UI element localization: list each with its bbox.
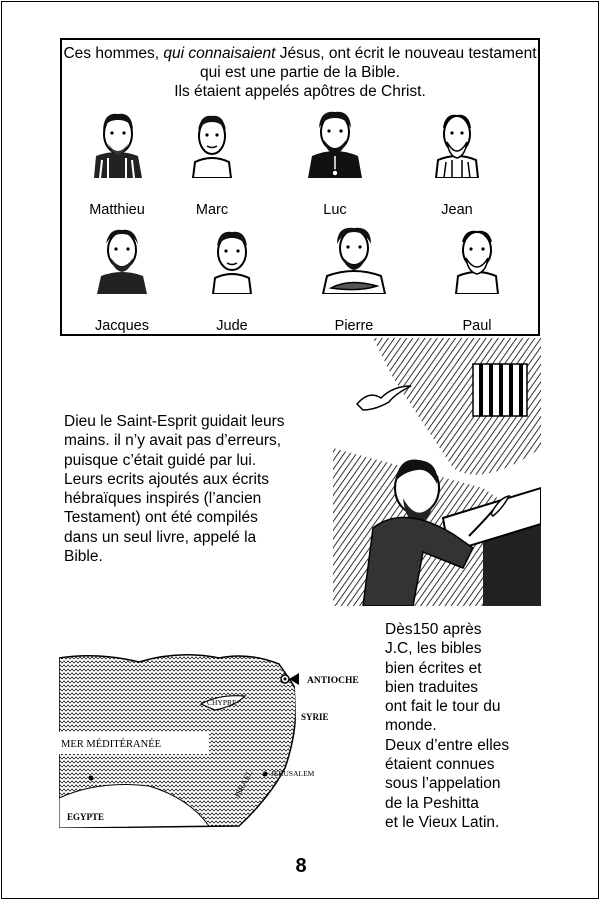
- text-line: bien traduites: [385, 678, 479, 696]
- text-line: Deux d’entre elles: [385, 736, 510, 754]
- apostle-name: Pierre: [334, 318, 374, 334]
- intro-part1: Ces hommes,: [63, 45, 164, 62]
- scribe-illustration: [333, 338, 541, 606]
- text-line: Dès150 après: [385, 621, 482, 638]
- bibles-text: [385, 620, 585, 832]
- egypte-marker-icon: [89, 776, 94, 781]
- map-label-antioche: ANTIOCHE: [307, 676, 359, 686]
- text-line: étaient connues: [385, 756, 495, 774]
- map-label-jerusalem: JERUSALEM: [271, 769, 315, 778]
- text-line: Dieu le Saint-Esprit guidait leurs: [64, 413, 285, 430]
- apostle-jacques: [67, 222, 177, 334]
- apostle-name: Jean: [441, 202, 473, 218]
- text-line: Bible.: [64, 548, 103, 566]
- apostle-marc: [157, 106, 267, 218]
- text-line: dans un seul livre, appelé la: [64, 528, 257, 546]
- text-line: hébraïques inspirés (l’ancien: [64, 490, 262, 508]
- text-line: puisque c’était guidé par lui.: [64, 451, 257, 469]
- holy-spirit-text: [64, 412, 332, 566]
- apostle-name: Luc: [323, 202, 347, 218]
- apostle-name: Marc: [195, 202, 229, 218]
- dove-icon: [357, 386, 411, 410]
- apostle-luc: [280, 106, 390, 218]
- marc-portrait: [181, 106, 243, 178]
- paul-portrait: [446, 222, 508, 294]
- apostle-name: Matthieu: [89, 202, 145, 218]
- text-line: sous l’appelation: [385, 775, 501, 793]
- jacques-portrait: [91, 222, 153, 294]
- text-line: J.C, les bibles: [385, 640, 482, 658]
- text-line: bien écrites et: [385, 659, 482, 677]
- jean-portrait: [426, 106, 488, 178]
- text-line: Leurs ecrits ajoutés aux écrits: [64, 470, 270, 488]
- map-label-egypte: EGYPTE: [67, 812, 105, 822]
- matthieu-portrait: [86, 106, 148, 178]
- pierre-portrait: [319, 222, 389, 294]
- text-line: et le Vieux Latin.: [385, 813, 500, 831]
- intro-text: [62, 44, 538, 101]
- map-label-syrie: SYRIE: [301, 712, 329, 722]
- apostle-paul: [422, 222, 532, 334]
- jude-portrait: [201, 222, 263, 294]
- apostle-name: Jude: [216, 318, 248, 334]
- apostle-name: Jacques: [94, 318, 149, 334]
- text-line: monde.: [385, 717, 437, 735]
- map-label-israel: ISRAEL: [231, 767, 255, 799]
- text-line: Testament) ont été compilés: [64, 509, 258, 527]
- luc-portrait: [304, 106, 366, 178]
- intro-part2: Jésus, ont écrit le nouveau testament qui est une partie de la Bible.: [200, 45, 537, 81]
- apostle-pierre: [299, 222, 409, 334]
- page-number: 8: [295, 855, 307, 877]
- apostles-panel: [60, 38, 540, 336]
- map-label-mer: MER MÉDITÉRANÉE: [61, 739, 162, 750]
- intro-line3: Ils étaient appelés apôtres de Christ.: [174, 83, 426, 100]
- intro-italic: qui connaisaient: [163, 45, 276, 62]
- apostle-jean: [402, 106, 512, 218]
- map-label-chypre: CHYPRE: [207, 698, 237, 707]
- apostle-jude: [177, 222, 287, 334]
- apostle-matthieu: [62, 106, 172, 218]
- text-line: mains. il n’y avait pas d’erreurs,: [64, 432, 282, 450]
- text-line: ont fait le tour du: [385, 698, 501, 716]
- apostle-name: Paul: [462, 318, 492, 334]
- text-line: de la Peshitta: [385, 794, 479, 812]
- mediterranean-map: [59, 648, 375, 828]
- jerusalem-marker-icon: [263, 772, 268, 777]
